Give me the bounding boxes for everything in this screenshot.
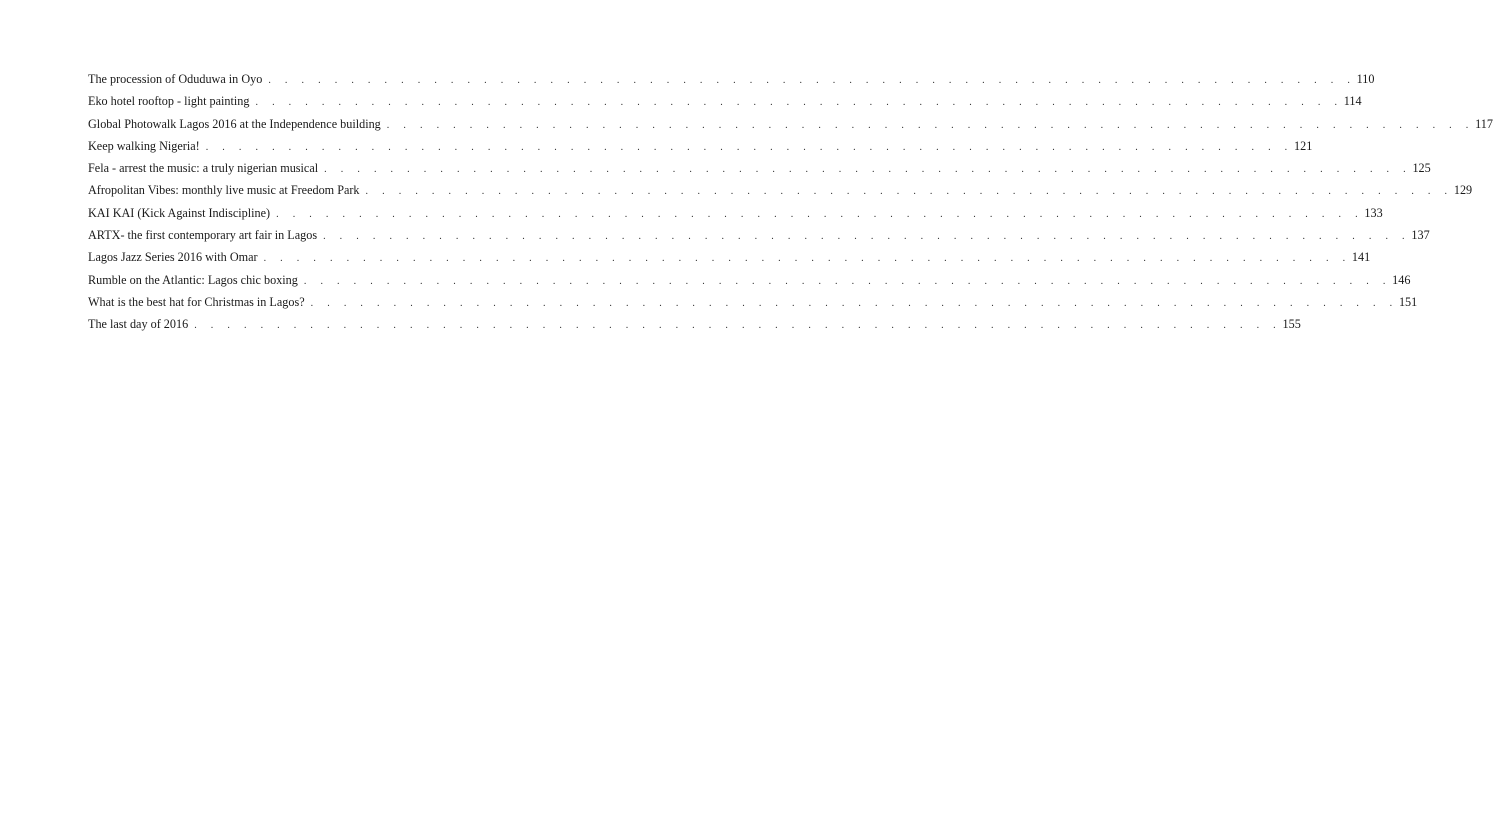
toc-entry-page-number: 137 <box>1411 228 1430 243</box>
toc-entry[interactable] <box>88 70 1375 92</box>
toc-entry-page-number: 117 <box>1475 116 1493 131</box>
toc-entry-title: Keep walking Nigeria! <box>88 138 200 153</box>
dot-leader <box>323 228 1410 246</box>
toc-entry[interactable] <box>88 226 1430 248</box>
toc-entry[interactable] <box>88 115 1493 137</box>
toc-entry-page-number: 133 <box>1364 205 1383 220</box>
toc-entry-title: KAI KAI (Kick Against Indiscipline) <box>88 205 271 220</box>
toc-entry-title: Global Photowalk Lagos 2016 at the Independence building <box>88 116 381 131</box>
dot-leader <box>276 206 1363 224</box>
toc-entry-page-number: 146 <box>1392 272 1411 287</box>
toc-entry-title: ARTX- the first contemporary art fair in Lagos <box>88 228 318 243</box>
toc-entry[interactable] <box>88 293 1418 315</box>
toc-entry[interactable] <box>88 137 1313 159</box>
toc-entry-page-number: 121 <box>1294 138 1313 153</box>
dot-leader <box>304 273 1391 291</box>
toc-entry[interactable] <box>88 181 1473 203</box>
toc-entry[interactable] <box>88 204 1383 226</box>
toc-entry[interactable] <box>88 248 1371 270</box>
toc-entry-title: What is the best hat for Christmas in Lagos? <box>88 294 305 309</box>
dot-leader <box>206 139 1293 157</box>
dot-leader <box>264 250 1351 268</box>
toc-entry-title: Afropolitan Vibes: monthly live music at Freedom Park <box>88 183 360 198</box>
dot-leader <box>311 295 1398 313</box>
toc-entry[interactable] <box>88 315 1301 337</box>
toc-entry-page-number: 110 <box>1356 72 1375 86</box>
dot-leader <box>194 317 1281 335</box>
toc-entry-page-number: 151 <box>1398 294 1418 309</box>
dot-leader <box>255 94 1342 112</box>
toc-entry-title: Rumble on the Atlantic: Lagos chic boxing <box>88 272 298 287</box>
toc-entry-title: The procession of Oduduwa in Oyo <box>88 72 263 86</box>
dot-leader <box>324 161 1411 179</box>
toc-entry-title: Fela - arrest the music: a truly nigerian musical <box>88 161 319 176</box>
toc-entry-page-number: 129 <box>1453 183 1473 198</box>
toc-entry[interactable] <box>88 271 1411 293</box>
toc-entry-page-number: 114 <box>1343 94 1362 109</box>
toc-entry[interactable] <box>88 159 1431 181</box>
toc-entry-title: The last day of 2016 <box>88 317 189 332</box>
toc-entry-title: Lagos Jazz Series 2016 with Omar <box>88 250 258 265</box>
toc-entry[interactable] <box>88 92 1362 114</box>
dot-leader <box>268 72 1355 90</box>
dot-leader <box>366 183 1453 201</box>
toc-entry-title: Eko hotel rooftop - light painting <box>88 94 250 109</box>
table-of-contents <box>88 70 1493 338</box>
toc-entry-page-number: 125 <box>1412 161 1431 176</box>
toc-entry-page-number: 141 <box>1351 250 1371 265</box>
toc-entry-page-number: 155 <box>1282 317 1301 332</box>
dot-leader <box>387 117 1474 135</box>
